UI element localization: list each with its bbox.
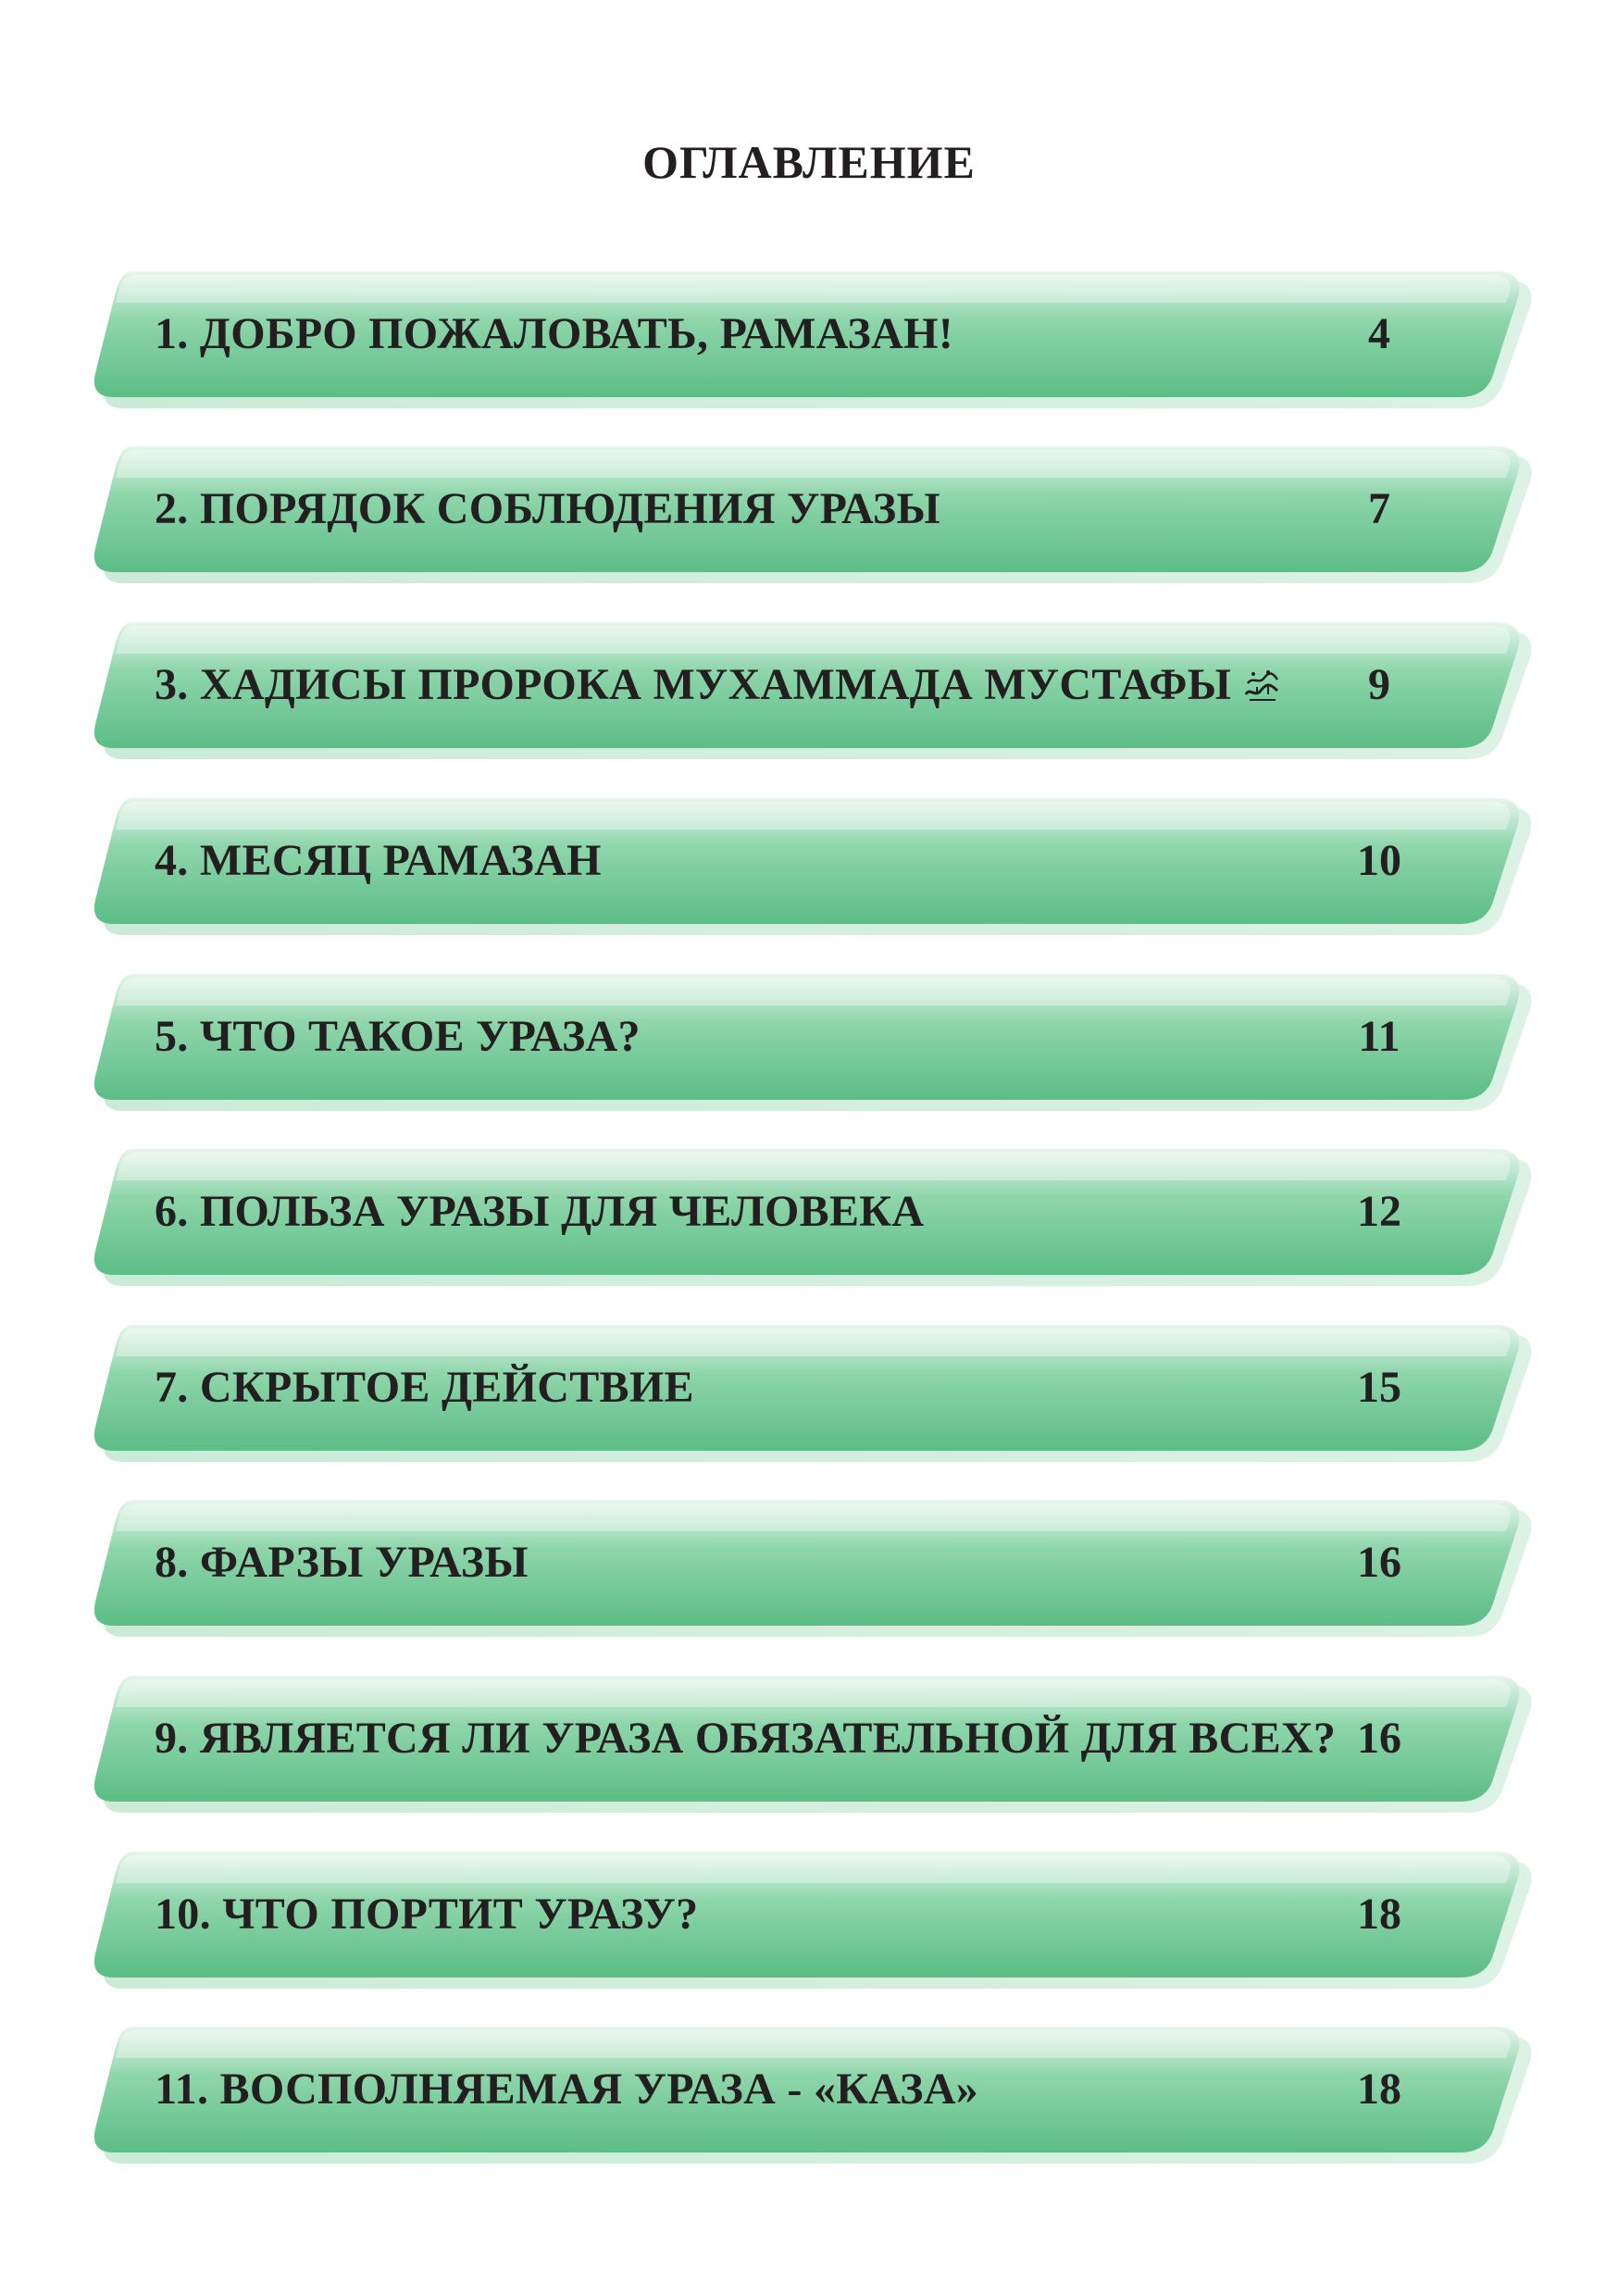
band-highlight xyxy=(116,1679,1511,1707)
toc-entry-9[interactable] xyxy=(88,1676,1532,1815)
toc-entry-page: 18 xyxy=(1357,1890,1401,1939)
toc-entry-label: 11. ВОСПОЛНЯЕМАЯ УРАЗА - «КАЗА» xyxy=(155,2065,979,2114)
toc-entry-10[interactable] xyxy=(88,1852,1532,1990)
toc-entry-page: 18 xyxy=(1357,2065,1401,2114)
toc-entry-page: 9 xyxy=(1368,660,1390,709)
toc-entry-page: 4 xyxy=(1368,309,1390,358)
band-highlight xyxy=(116,1329,1511,1356)
band-highlight xyxy=(116,802,1511,830)
band-highlight xyxy=(116,2030,1511,2058)
toc-entry-8[interactable] xyxy=(88,1500,1532,1639)
toc-entry-label: 5. ЧТО ТАКОЕ УРАЗА? xyxy=(155,1012,641,1061)
page-title: ОГЛАВЛЕНИЕ xyxy=(642,136,976,188)
band-highlight xyxy=(116,1855,1511,1883)
toc-entry-label: 1. ДОБРО ПОЖАЛОВАТЬ, РАМАЗАН! xyxy=(155,309,953,358)
toc-entry-label: 10. ЧТО ПОРТИТ УРАЗУ? xyxy=(155,1890,699,1939)
band-highlight xyxy=(116,1153,1511,1180)
toc-entry-5[interactable] xyxy=(88,974,1532,1113)
toc-entry-4[interactable] xyxy=(88,798,1532,937)
toc-entry-page: 7 xyxy=(1368,484,1390,533)
band-highlight xyxy=(116,978,1511,1005)
toc-entry-page: 10 xyxy=(1357,836,1401,885)
toc-entry-label: 7. СКРЫТОЕ ДЕЙСТВИЕ xyxy=(155,1363,694,1412)
toc-entry-page: 16 xyxy=(1357,1538,1401,1587)
toc-entry-label: 9. ЯВЛЯЕТСЯ ЛИ УРАЗА ОБЯЗАТЕЛЬНОЙ ДЛЯ ВСЕХ? xyxy=(155,1714,1337,1763)
band-highlight xyxy=(116,1504,1511,1531)
toc-entry-label: 4. МЕСЯЦ РАМАЗАН xyxy=(155,836,602,885)
salawat-calligraphy-icon xyxy=(1240,667,1283,705)
toc-entry-2[interactable] xyxy=(88,446,1532,585)
toc-entry-page: 11 xyxy=(1358,1012,1400,1061)
toc-entry-label: 6. ПОЛЬЗА УРАЗЫ ДЛЯ ЧЕЛОВЕКА xyxy=(155,1187,925,1236)
toc-entry-page: 15 xyxy=(1357,1363,1401,1412)
toc-entry-3[interactable] xyxy=(88,622,1532,761)
toc-entry-1[interactable] xyxy=(88,271,1532,410)
toc-entry-label: 2. ПОРЯДОК СОБЛЮДЕНИЯ УРАЗЫ xyxy=(155,484,940,533)
band-highlight xyxy=(116,275,1511,303)
toc-entry-label: 3. ХАДИСЫ ПРОРОКА МУХАММАДА МУСТАФЫ xyxy=(155,660,1232,709)
toc-entry-7[interactable] xyxy=(88,1325,1532,1464)
toc-entry-11[interactable] xyxy=(88,2027,1532,2165)
toc-entry-label-wrap xyxy=(155,657,1283,713)
toc-entry-6[interactable] xyxy=(88,1149,1532,1288)
toc-entry-label: 8. ФАРЗЫ УРАЗЫ xyxy=(155,1538,529,1587)
band-highlight xyxy=(116,450,1511,478)
toc-entry-page: 12 xyxy=(1357,1187,1401,1236)
toc-entry-page: 16 xyxy=(1357,1714,1401,1763)
band-highlight xyxy=(116,626,1511,654)
